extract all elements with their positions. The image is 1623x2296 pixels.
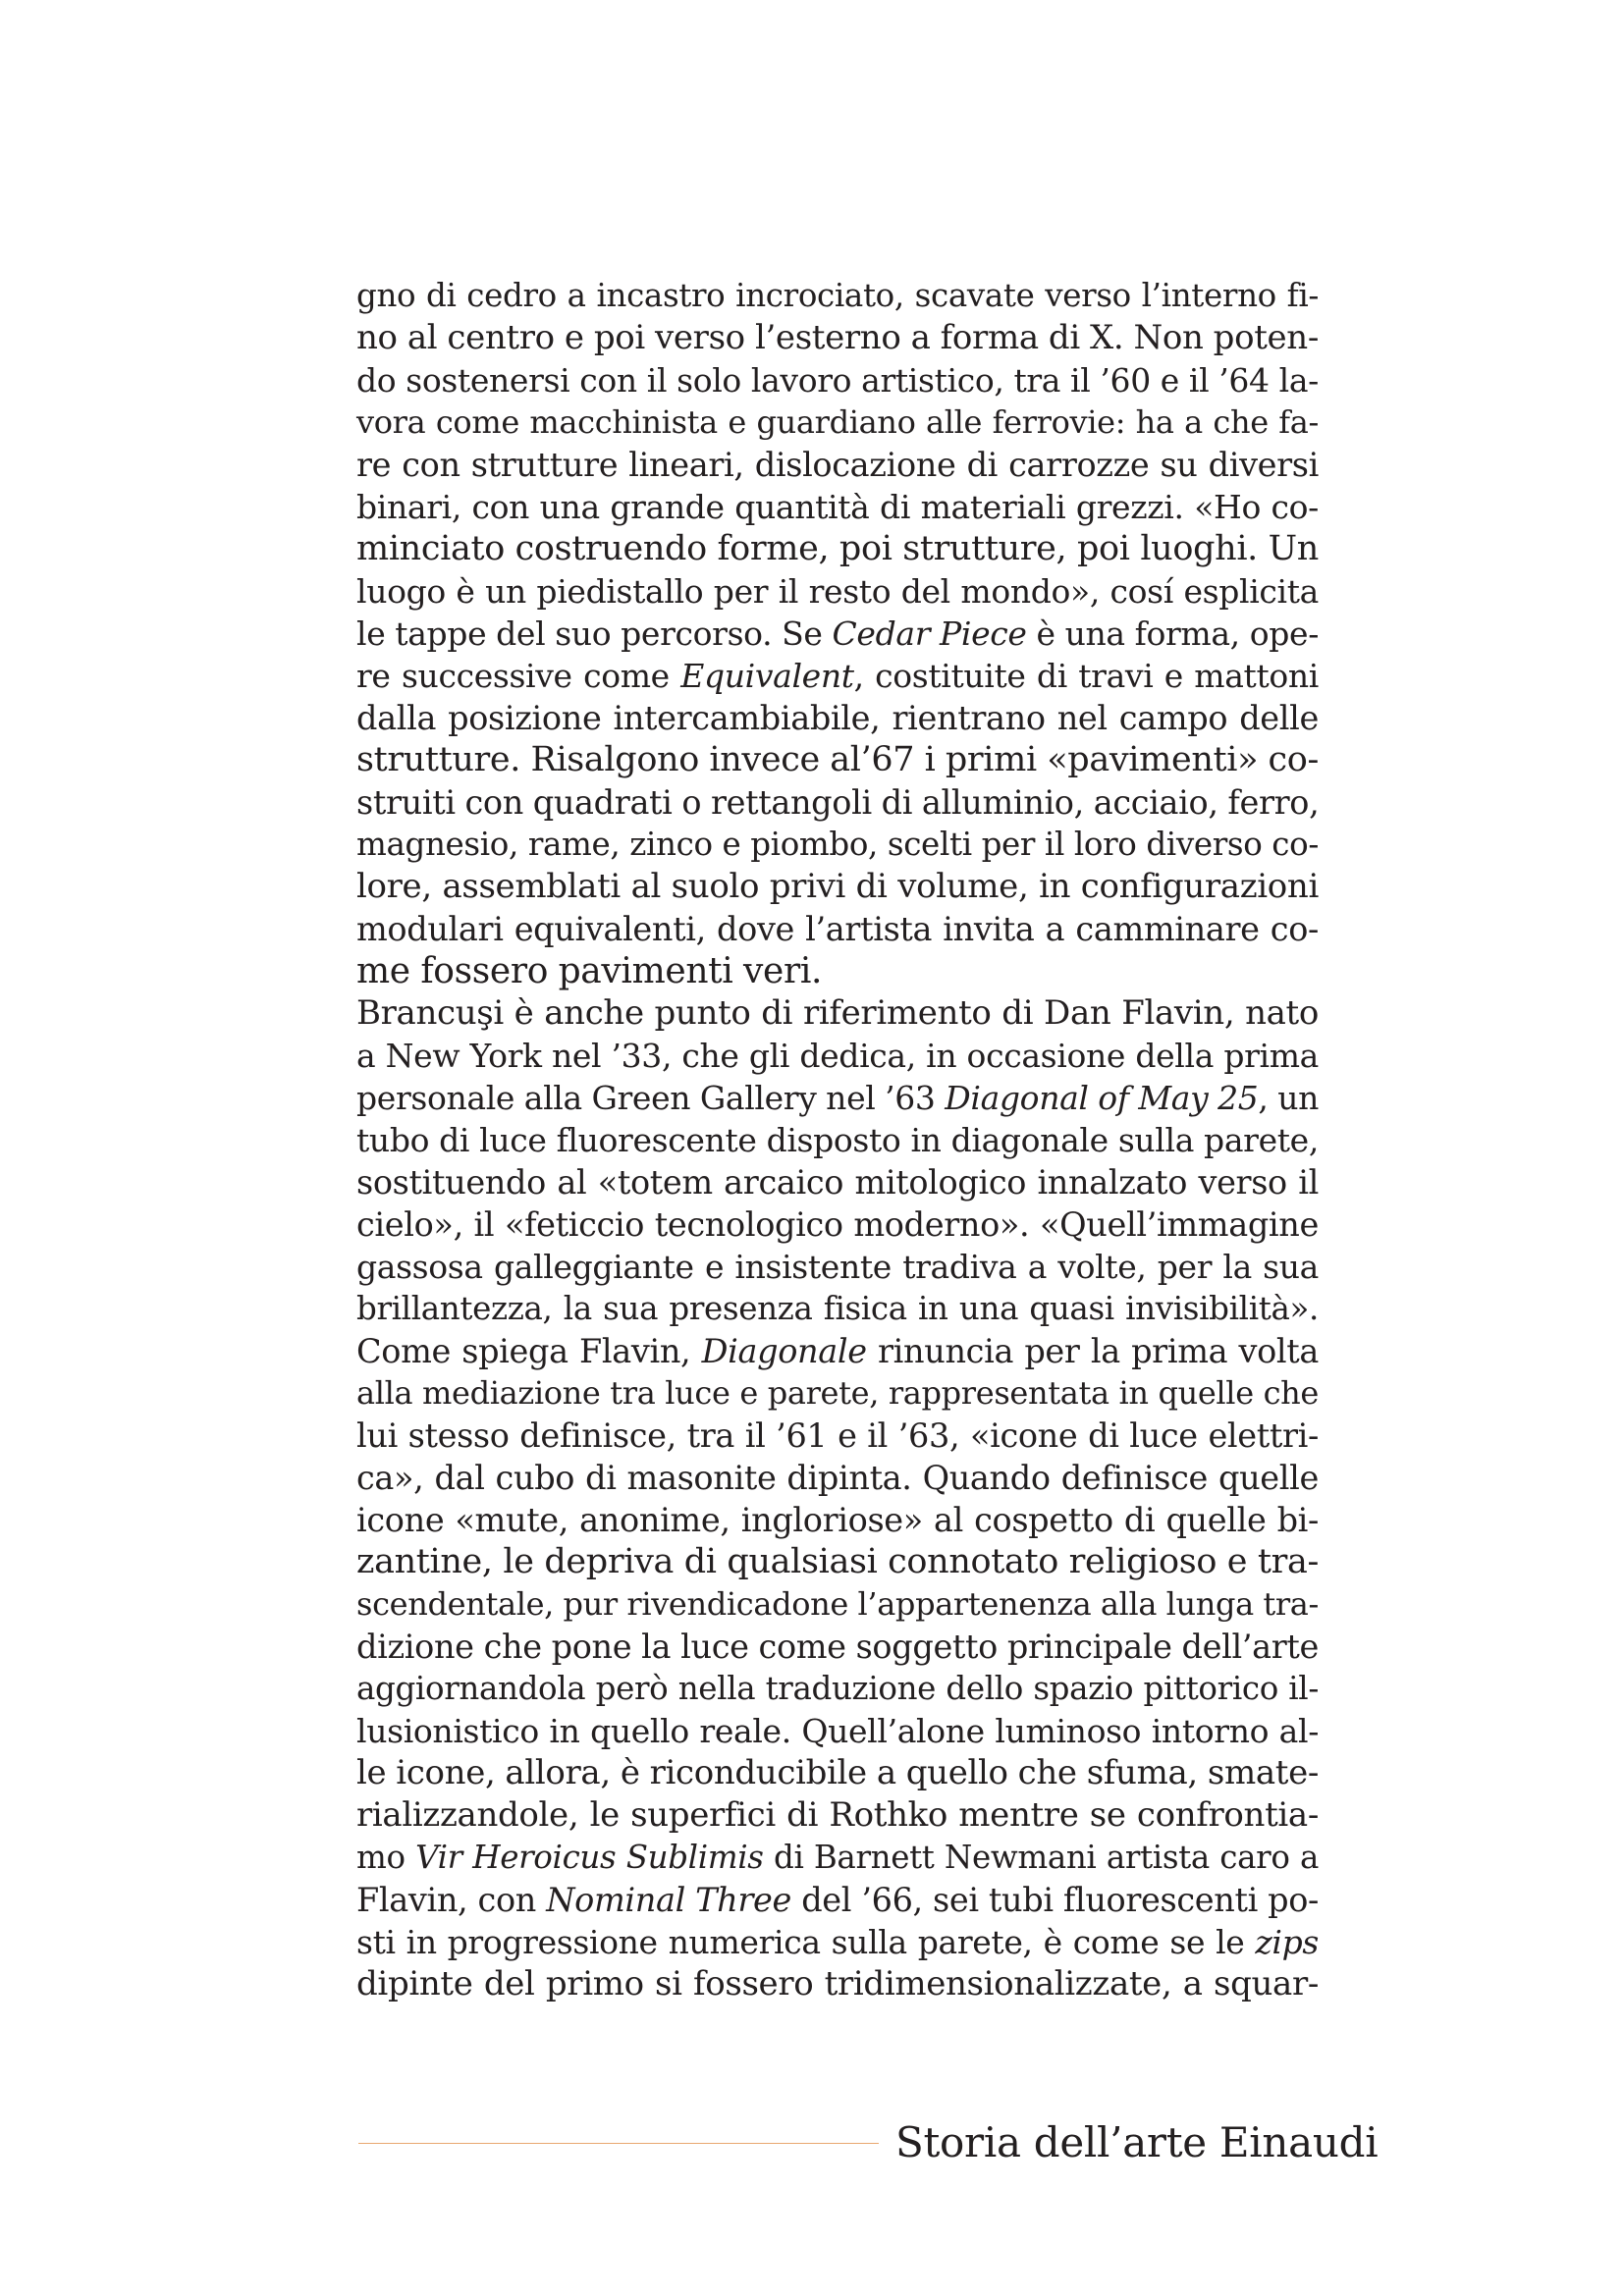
text-run: lusionistico in quello reale. Quell’alone luminoso intorno al- (356, 1712, 1319, 1750)
text-run: a New York nel ’33, che gli dedica, in occasione della prima (356, 1037, 1319, 1075)
text-run: gno di cedro a incastro incrociato, scavate verso l’interno fi- (356, 277, 1319, 314)
text-run: le tappe del suo percorso. Se (356, 614, 833, 653)
text-line (356, 444, 1319, 486)
text-line (356, 1921, 1319, 1963)
text-line (356, 992, 1319, 1035)
text-run: alla mediazione tra luce e parete, rappresentata in quelle che (356, 1374, 1319, 1412)
text-run: , un (1258, 1079, 1320, 1117)
text-line (356, 1035, 1319, 1077)
italic-title: Nominal Three (546, 1881, 791, 1919)
text-run: rializzandole, le superfici di Rothko mentre se confrontia- (356, 1795, 1319, 1835)
text-run: icone «mute, anonime, ingloriose» al cospetto di quelle bi- (356, 1501, 1319, 1539)
text-run: Flavin, con (356, 1881, 547, 1919)
text-run: lui stesso definisce, tra il ’61 e il ’63, «icone di luce elettri- (356, 1416, 1319, 1455)
text-run: re con strutture lineari, dislocazione di carrozze su diversi (356, 446, 1319, 484)
text-line (356, 1626, 1319, 1668)
text-line (356, 1583, 1319, 1626)
footer-rule (358, 2143, 879, 2144)
text-run: Come spiega Flavin, (356, 1332, 702, 1370)
text-run: re successive come (356, 657, 681, 695)
text-run: binari, con una grande quantità di materiali grezzi. «Ho co- (356, 488, 1319, 526)
text-line (356, 1837, 1319, 1879)
footer-title: Storia dell’arte Einaudi (895, 2118, 1379, 2166)
text-run: le icone, allora, è riconducibile a quello che sfuma, smate- (356, 1753, 1319, 1792)
text-run: sostituendo al «totem arcaico mitologico innalzato verso il (356, 1163, 1319, 1201)
text-run: do sostenersi con il solo lavoro artistico, tra il ’60 e il ’64 la- (356, 361, 1319, 400)
text-run: scendentale, pur rivendicadone l’appartenenza alla lunga tra- (356, 1585, 1319, 1623)
text-line (356, 1161, 1319, 1203)
text-run: aggiornandola però nella traduzione dello spazio pittorico il- (356, 1670, 1319, 1707)
text-line (356, 697, 1319, 739)
text-run: gassosa galleggiante e insistente tradiva a volte, per la sua (356, 1248, 1319, 1286)
text-line (356, 950, 1319, 992)
text-line (356, 1541, 1319, 1583)
text-line (356, 570, 1319, 613)
text-run: minciato costruendo forme, poi strutture, poi luoghi. Un (356, 529, 1319, 568)
text-run: magnesio, rame, zinco e piombo, scelti per il loro diverso co- (356, 826, 1319, 863)
text-line (356, 1963, 1319, 2005)
text-line (356, 1330, 1319, 1372)
text-line (356, 613, 1319, 655)
text-run: zantine, le depriva di qualsiasi connotato religioso e tra- (356, 1542, 1319, 1581)
text-line (356, 275, 1319, 317)
text-line (356, 359, 1319, 401)
text-line (356, 486, 1319, 528)
text-run: del ’66, sei tubi fluorescenti po- (791, 1881, 1320, 1919)
text-line (356, 1710, 1319, 1752)
text-run: sti in progressione numerica sulla parete, è come se le (356, 1923, 1256, 1961)
text-run: di Barnett Newmani artista caro a (763, 1839, 1319, 1876)
text-line (356, 1372, 1319, 1415)
text-run: me fossero pavimenti veri. (356, 951, 823, 991)
text-run: no al centro e poi verso l’esterno a forma di X. Non poten- (356, 318, 1319, 357)
text-line (356, 1288, 1319, 1330)
text-line (356, 1668, 1319, 1710)
text-line (356, 908, 1319, 950)
italic-title: Cedar Piece (832, 614, 1027, 653)
text-run: dipinte del primo si fossero tridimensionalizzate, a squar- (356, 1964, 1319, 2003)
text-line (356, 1752, 1319, 1794)
text-run: lore, assemblati al suolo privi di volume, in configurazioni (356, 867, 1319, 906)
text-run: tubo di luce fluorescente disposto in diagonale sulla parete, (356, 1121, 1319, 1159)
text-line (356, 1794, 1319, 1837)
text-line (356, 317, 1319, 359)
text-run: brillantezza, la sua presenza fisica in una quasi invisibilità». (356, 1290, 1319, 1327)
text-run: rinuncia per la prima volta (866, 1332, 1319, 1370)
text-line (356, 781, 1319, 824)
italic-title: Diagonal of May 25 (945, 1079, 1259, 1117)
text-line (356, 1246, 1319, 1288)
text-run: dalla posizione intercambiabile, rientrano nel campo delle (356, 699, 1319, 737)
text-run: Brancuşi è anche punto di riferimento di Dan Flavin, nato (356, 993, 1319, 1033)
text-line (356, 1203, 1319, 1246)
italic-title: zips (1255, 1923, 1319, 1961)
italic-title: Equivalent (680, 657, 854, 695)
text-line (356, 739, 1319, 781)
italic-title: Vir Heroicus Sublimis (415, 1839, 764, 1876)
text-run: struiti con quadrati o rettangoli di alluminio, acciaio, ferro, (356, 783, 1320, 822)
body-text (356, 275, 1319, 2005)
text-line (356, 1119, 1319, 1161)
text-line (356, 401, 1319, 444)
text-line (356, 1415, 1319, 1457)
text-line (356, 528, 1319, 570)
text-run: vora come macchinista e guardiano alle ferrovie: ha a che fa- (356, 403, 1319, 441)
text-line (356, 1457, 1319, 1499)
text-line (356, 1879, 1319, 1921)
text-line (356, 824, 1319, 866)
text-run: strutture. Risalgono invece al’67 i primi «pavimenti» co- (356, 740, 1319, 779)
text-run: dizione che pone la luce come soggetto principale dell’arte (356, 1628, 1319, 1666)
text-line (356, 866, 1319, 908)
text-run: mo (356, 1839, 416, 1876)
text-run: modulari equivalenti, dove l’artista invita a camminare co- (356, 910, 1319, 948)
text-run: personale alla Green Gallery nel ’63 (356, 1079, 946, 1117)
text-line (356, 655, 1319, 697)
text-run: ca», dal cubo di masonite dipinta. Quando definisce quelle (356, 1459, 1319, 1497)
text-line (356, 1499, 1319, 1541)
text-line (356, 1077, 1319, 1119)
text-run: cielo», il «feticcio tecnologico moderno». «Quell’immagine (356, 1205, 1319, 1244)
text-run: , costituite di travi e mattoni (853, 657, 1320, 695)
text-run: luogo è un piedistallo per il resto del mondo», cosí esplicita (356, 572, 1319, 611)
italic-title: Diagonale (701, 1332, 867, 1370)
text-run: è una forma, ope- (1026, 614, 1320, 653)
